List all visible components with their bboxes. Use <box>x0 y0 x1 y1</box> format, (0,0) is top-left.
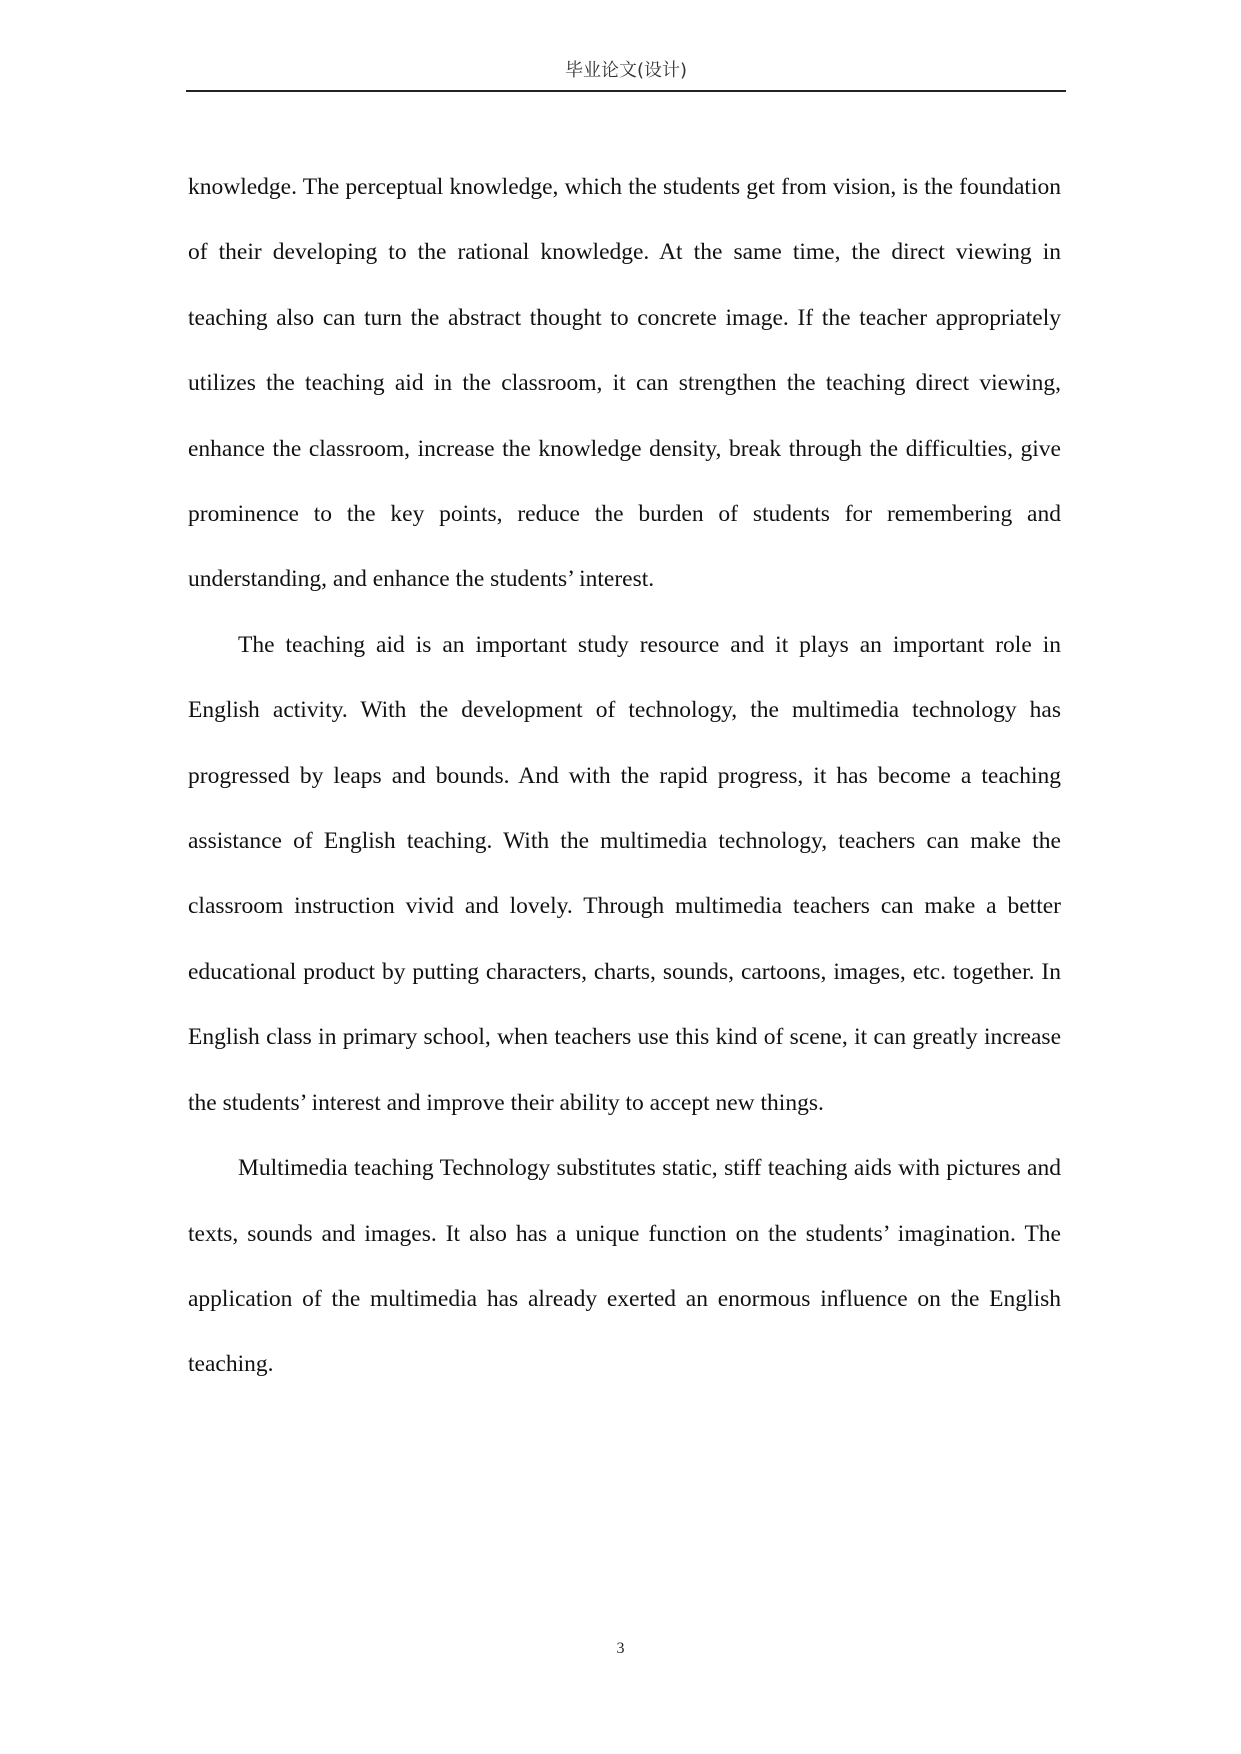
page-number: 3 <box>616 1640 625 1657</box>
page-header <box>186 60 1066 92</box>
paragraph-continued: knowledge. The perceptual knowledge, which the students get from vision, is the foundation of their developing to the rational knowledge. At the same time, the direct viewing in teaching also can turn the abstract thought to concrete image. If the teacher appropriately utilizes the teaching aid in the classroom, it can strengthen the teaching direct viewing, enhance the classroom, increase the knowledge density, break through the difficulties, give prominence to the key points, reduce the burden of students for remembering and understanding, and enhance the students’ interest. <box>188 174 1061 593</box>
header-title: 毕业论文(设计) <box>564 60 688 81</box>
paragraph-teaching-aid: The teaching aid is an important study resource and it plays an important role in English activity. With the development of technology, the multimedia technology has progressed by leaps and bounds. And with the rapid progress, it has become a teaching assistance of English teaching. With the multimedia technology, teachers can make the classroom instruction vivid and lovely. Through multimedia teachers can make a better educational product by putting characters, charts, sounds, cartoons, images, etc. together. In English class in primary school, when teachers use this kind of scene, it can greatly increase the students’ interest and improve their ability to accept new things. <box>188 631 1061 1116</box>
paragraph-multimedia: Multimedia teaching Technology substitutes static, stiff teaching aids with pictures and texts, sounds and images. It also has a unique function on the students’ imagination. The application of the multimedia has already exerted an enormous influence on the English teaching. <box>188 1155 1061 1378</box>
body-text <box>188 155 1061 1398</box>
